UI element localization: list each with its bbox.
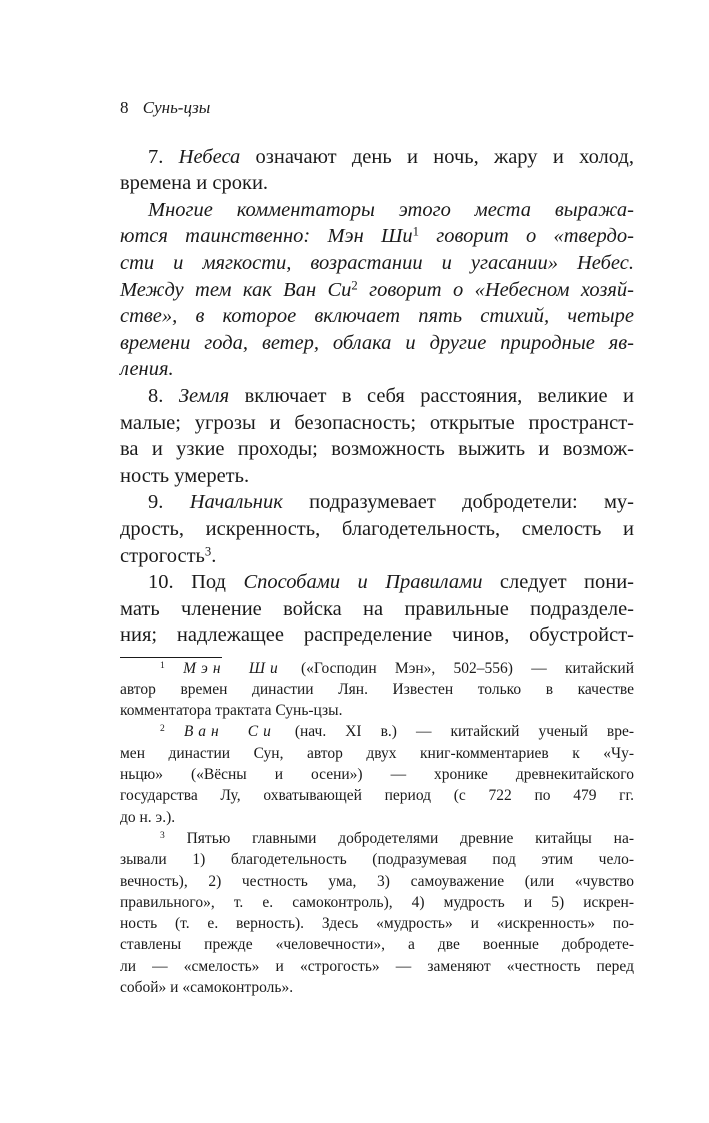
text-run: ва и узкие проходы; возможность выжить и возмож-: [120, 438, 634, 461]
paragraph-line: [120, 197, 634, 224]
paragraph-line: [120, 170, 634, 197]
footnote-marker: 1: [412, 224, 420, 239]
footnote-marker: 3: [160, 830, 165, 842]
footnote-line: [120, 807, 634, 828]
paragraph-line: [120, 622, 634, 649]
text-run: ления.: [120, 358, 174, 381]
text-run: ставлены прежде «человечности», а две военные добродете-: [120, 936, 634, 954]
text-run: собой» и «самоконтроль».: [120, 979, 294, 996]
text-run: (нач. XI в.) — китайский ученый вре-: [275, 723, 634, 741]
text-run: ли — «смелость» и «строгость» — заменяют «честность перед: [120, 957, 634, 975]
text-run: 8.: [148, 384, 179, 407]
text-run: 7.: [148, 145, 179, 168]
text-run: Земля: [178, 384, 230, 407]
paragraph-line: [120, 436, 634, 463]
paragraph-line: [120, 277, 634, 304]
text-run: означают день и ночь, жару и холод,: [240, 145, 634, 168]
text-run: [165, 660, 183, 677]
paragraph-line: [120, 383, 634, 410]
footnote-line: [120, 679, 634, 700]
paragraph-line: [120, 330, 634, 357]
paragraph-line: [120, 463, 634, 490]
text-run: Многие комментаторы этого места выража-: [148, 198, 634, 221]
text-run: сти и мягкости, возрастании и угасании» Небес.: [120, 251, 634, 274]
paragraph-line: [120, 569, 634, 596]
paragraph-line: [120, 596, 634, 623]
footnote-marker: 2: [160, 723, 165, 735]
paragraph-line: [120, 223, 634, 250]
paragraph-line: [120, 543, 634, 570]
text-run: времена и сроки.: [120, 172, 269, 195]
text-run: комментатора трактата Сунь-цзы.: [120, 702, 343, 720]
footnote-line: [120, 871, 634, 892]
paragraph-line: [120, 489, 634, 516]
text-run: правильного», т. е. самоконтроль), 4) мудрость и 5) искрен-: [120, 893, 634, 911]
footnote-line: [120, 721, 634, 742]
text-run: подразумевает добродетели: му-: [282, 491, 635, 514]
text-run: ются таинственно: Мэн Ши: [120, 225, 413, 248]
text-run: 10. Под: [148, 571, 244, 594]
paragraph-line: [120, 303, 634, 330]
paragraph-line: [120, 144, 634, 171]
text-run: («Господин Мэн», 502–556) — китайский: [282, 659, 634, 677]
text-run: ность (т. е. верность). Здесь «мудрость» и «искренность» по-: [120, 915, 634, 933]
footnote-line: [120, 934, 634, 955]
paragraph-line: [120, 516, 634, 543]
text-run: зывали 1) благодетельность (подразумевая под этим чело-: [120, 851, 634, 869]
text-run: строгость: [120, 544, 205, 567]
footnote-line: [120, 892, 634, 913]
text-run: малые; угрозы и безопасность; открытые пространст-: [120, 411, 634, 434]
text-run: дрость, искренность, благодетельность, смелость и: [120, 517, 634, 540]
footnote-line: [120, 785, 634, 806]
footnote-line: [120, 658, 634, 679]
text-run: [165, 723, 184, 740]
page-number: 8: [120, 98, 129, 117]
footnote-line: [120, 977, 634, 998]
text-run: Между тем как Ван Си: [120, 278, 352, 301]
text-run: включает в себя расстояния, великие и: [229, 384, 635, 407]
text-run: говорит о «Небесном хозяй-: [357, 278, 634, 301]
text-run: стве», в которое включает пять стихий, четыре: [120, 305, 634, 328]
text-run: 9.: [148, 491, 190, 514]
text-run: мен династии Сун, автор двух книг-комментариев к «Чу-: [120, 744, 634, 762]
text-run: ньцю» («Вёсны и осени») — хронике древнекитайского: [120, 766, 634, 783]
text-run: .: [211, 544, 217, 567]
running-header: [120, 98, 210, 118]
footnote-marker: 1: [160, 659, 165, 671]
text-run: Способами и Правилами: [243, 571, 483, 594]
footnote-line: [120, 849, 634, 870]
footnote-marker: 2: [351, 278, 358, 293]
text-run: говорит о «твердо-: [419, 225, 634, 248]
text-run: следует пони-: [482, 571, 634, 594]
footnote-line: [120, 700, 634, 721]
footnote-line: [120, 828, 634, 849]
text-run: вечность), 2) честность ума, 3) самоуважение (или «чувство: [120, 872, 634, 890]
text-run: Начальник: [189, 491, 283, 514]
text-run: ность умереть.: [120, 464, 250, 487]
text-run: автор времен династии Лян. Известен только в качестве: [120, 680, 634, 698]
text-run: Пятью главными добродетелями древние китайцы на-: [164, 829, 634, 847]
running-title: Сунь-цзы: [142, 98, 211, 117]
footnote-line: [120, 956, 634, 977]
text-run: до н. э.).: [120, 808, 176, 826]
text-run: государства Лу, охватывающей период (с 722 по 479 гг.: [120, 787, 634, 805]
text-run: мать членение войска на правильные подразделе-: [120, 597, 634, 620]
paragraph-line: [120, 410, 634, 437]
paragraph-line: [120, 250, 634, 277]
text-run: Небеса: [178, 145, 241, 168]
text-run: ния; надлежащее распределение чинов, обустройст-: [120, 624, 634, 647]
text-run: времени года, ветер, облака и другие природные яв-: [120, 331, 634, 354]
footnote-line: [120, 913, 634, 934]
text-run: Мэн Ши: [183, 659, 283, 677]
text-run: Ван Си: [183, 723, 276, 741]
footnote-line: [120, 743, 634, 764]
paragraph-line: [120, 356, 634, 383]
footnote-line: [120, 764, 634, 785]
footnote-marker: 3: [204, 544, 212, 559]
